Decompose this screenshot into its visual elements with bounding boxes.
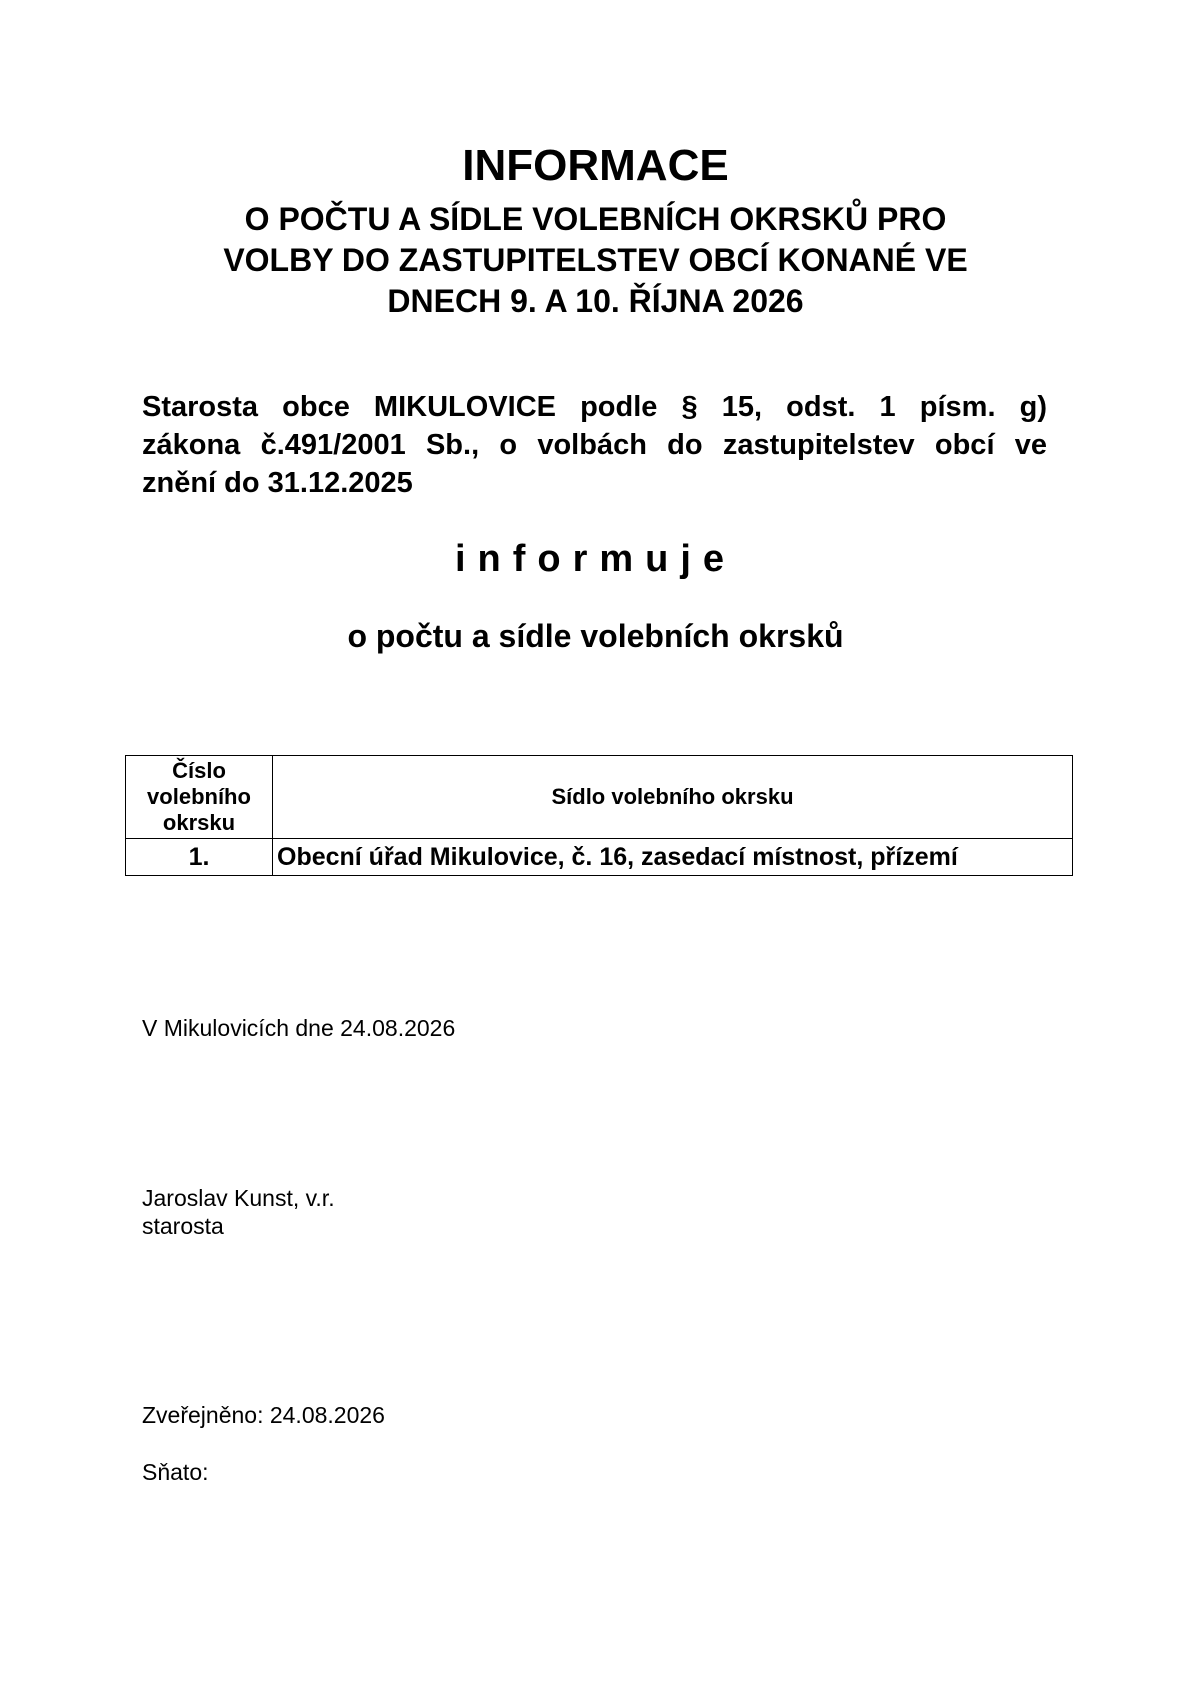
signature-role: starosta [142,1213,224,1239]
column-header-number-line: volebního [147,784,251,809]
column-header-number-line: Číslo [172,758,226,783]
table-header-row [126,756,1073,839]
intro-line: Starosta obce MIKULOVICE podle § 15, odst. 1 písm. g) [142,391,1047,423]
document-title: INFORMACE [462,141,729,190]
section-subheading: o počtu a sídle volebních okrsků [347,618,844,654]
column-header-seat: Sídlo volebního okrsku [273,756,1073,839]
table-row [126,839,1073,876]
intro-paragraph [142,388,1047,502]
published-date: Zveřejněno: 24.08.2026 [142,1402,385,1428]
subtitle-line: O POČTU A SÍDLE VOLEBNÍCH OKRSKŮ PRO [244,201,947,237]
subtitle-line: VOLBY DO ZASTUPITELSTEV OBCÍ KONANÉ VE [223,242,968,278]
removed-date: Sňato: [142,1459,209,1485]
district-number: 1. [126,839,273,876]
subtitle-line: DNECH 9. A 10. ŘÍJNA 2026 [387,283,804,319]
place-and-date: V Mikulovicích dne 24.08.2026 [142,1015,456,1041]
informuje-heading: informuje [454,538,737,580]
signature-name: Jaroslav Kunst, v.r. [142,1185,335,1211]
column-header-number [126,756,273,839]
document-subtitle [150,199,1041,322]
intro-line: zákona č.491/2001 Sb., o volbách do zastupitelstev obcí ve [142,429,1047,461]
intro-line: znění do 31.12.2025 [142,467,413,499]
polling-districts-table [125,755,1073,876]
district-seat: Obecní úřad Mikulovice, č. 16, zasedací místnost, přízemí [273,839,1073,876]
column-header-number-line: okrsku [162,810,236,835]
